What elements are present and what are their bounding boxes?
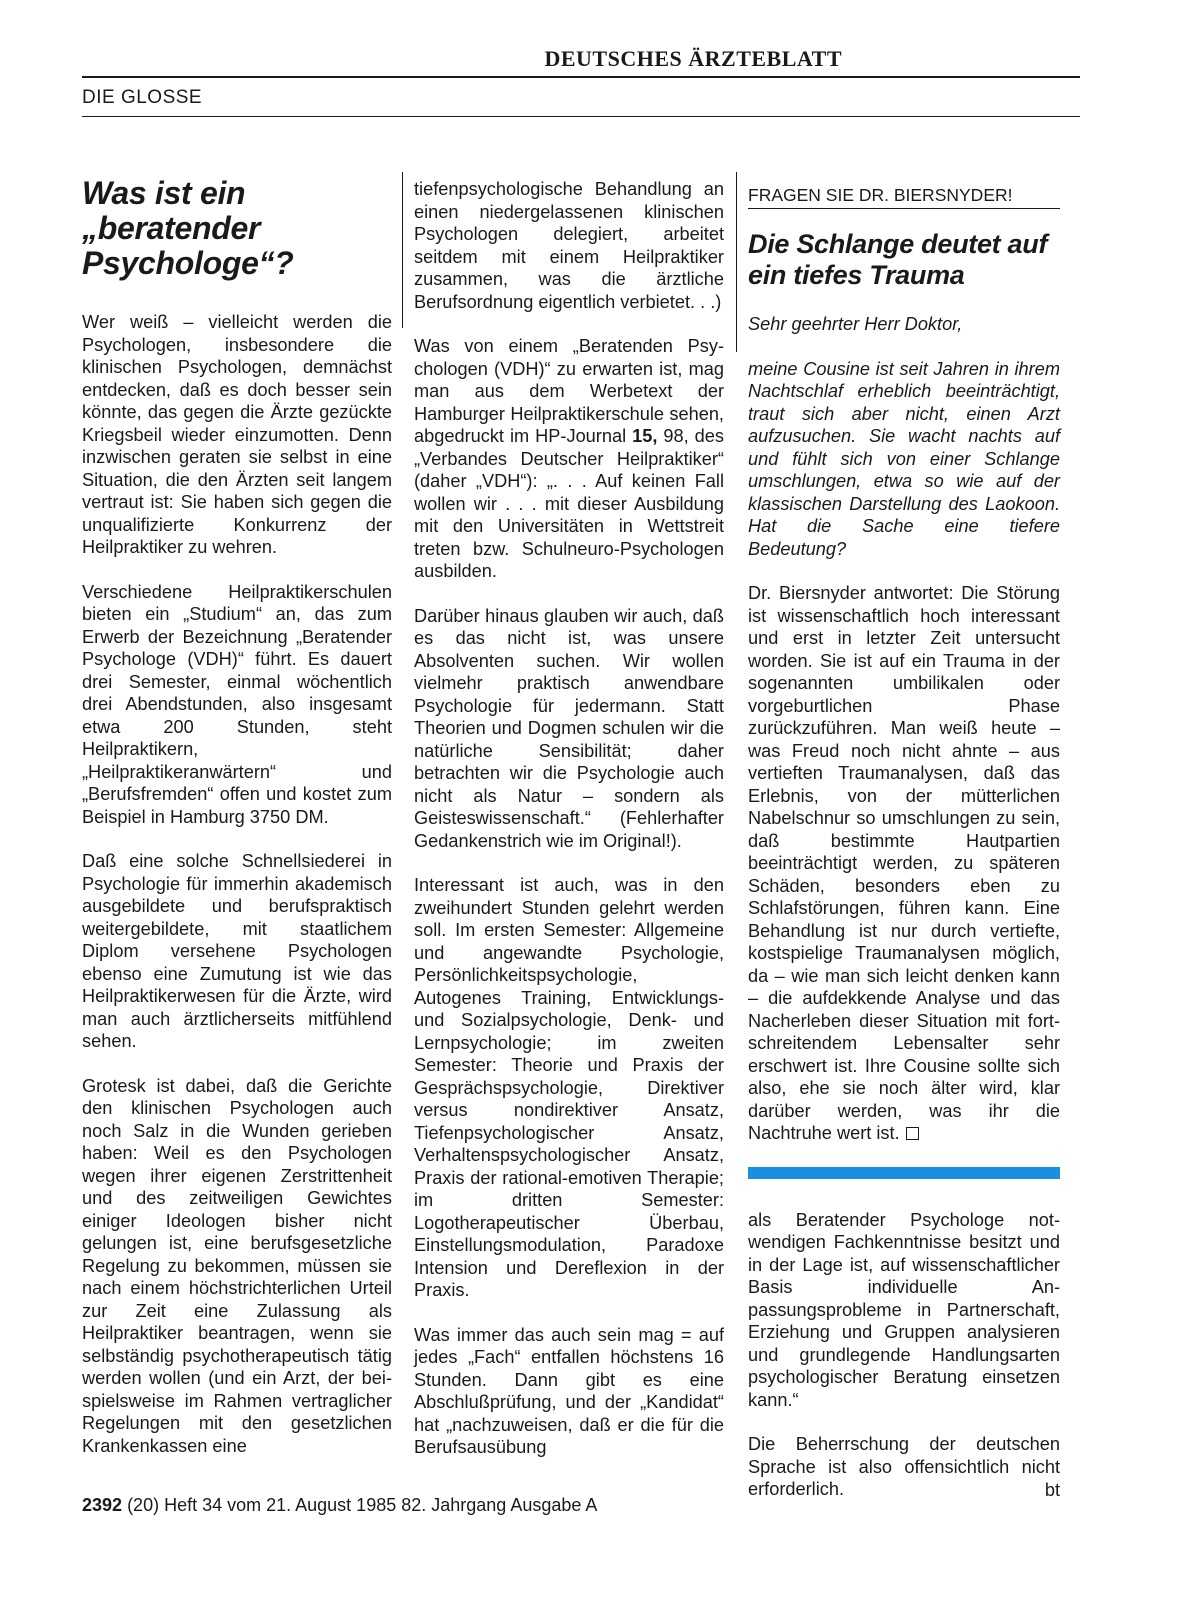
paragraph: als Beratender Psychologe notwendigen Fachkenntnisse besitzt und in der Lage ist, auf wissenschaftlicher Basis individuelle Anpassungsprobleme in Partnerschaft, Erziehung und Gruppen analysieren und grundlegende Handlungsarten psychologischer Beratung einsetzen kann.“: [748, 1209, 1060, 1410]
paragraph: Interessant ist auch, was in den zweihundert Stunden gelehrt werden soll. Im ersten Semester: Allgemeine und angewandte Psychologie, Persönlichkeitspsychologie, Autogenes Training, Entwicklungs- und Sozialpsychologie, Denk- und Lernpsychologie; im zweiten Semester: Theorie und Praxis der Gesprächspsychologie, Direktiver versus nondirektiver Ansatz, Tiefenpsychologischer Ansatz, Verhaltenspsychologischer Ansatz, Praxis der rational-emotiven Therapie; im dritten Semester: Logotherapeutischer Überbau, Einstellungsmodulation, Paradoxe Intension und Dereflexion in der Praxis.: [414, 875, 724, 1300]
letter-salutation: Sehr geehrter Herr Doktor,: [748, 314, 963, 334]
column-divider: [736, 172, 737, 352]
page-footer: [82, 1494, 597, 1516]
paragraph: [414, 335, 724, 583]
author-signature: bt: [1044, 1479, 1060, 1500]
paragraph: Verschiedene Heilpraktikerschulen bieten ein „Studium“ an, das zum Erwerb der Bezeichnung „Beratender Psychologe (VDH)“ führt. Es dauert drei Semester, einmal wöchentlich drei Abendstunden, also insgesamt etwa 200 Stunden, steht Heilpraktikern, „Heilpraktikeranwärtern“ und „Berufsfremden“ offen und kostet zum Beispiel in Hamburg 3750 DM.: [82, 581, 392, 827]
paragraph: Was immer das auch sein mag = auf jedes „Fach“ entfallen höchstens 16 Stunden. Dann gibt es eine Abschlußprüfung, und der „Kandidat“ hat „nachzuweisen, daß er die für die Berufsausübung: [414, 1324, 724, 1457]
accent-bar: [748, 1167, 1060, 1179]
text-run: Was von einem „Beratenden Psychologen (VDH)“ zu erwarten ist, mag man aus dem Werbetext der Hamburger Heilpraktikerschule sehen, abgedruckt im HP-Journal: [414, 336, 724, 446]
kicker-rule: [748, 208, 1060, 209]
masthead-rule: [82, 76, 1080, 78]
paragraph: Die Beherrschung der deutschen Sprache ist also offensichtlich nicht erforderlich.: [748, 1434, 1060, 1499]
masthead: DEUTSCHES ÄRZTEBLATT: [544, 46, 842, 71]
paragraph: Daß eine solche Schnellsiederei in Psychologie für immerhin akademisch ausgebildete und berufspraktisch weitergebildete, mit staatlichem Diplom versehene Psychologen ebenso eine Zumutung ist wie das Heilpraktikerwesen für die Ärzte, wird man auch ärztlicherseits mitfühlend sehen.: [82, 851, 392, 1051]
journal-volume: 15,: [632, 426, 658, 446]
column-kicker: FRAGEN SIE DR. BIERSNYDER!: [748, 185, 1013, 205]
answer-text: [748, 582, 1060, 1145]
paragraph: Grotesk ist dabei, daß die Gerichte den klinischen Psychologen auch noch Salz in die Wunden gerieben haben: Weil es den Psychologen wegen ihrer eigenen Zerstrittenheit und des zeitweiligen Gewichtes einiger Ideologen bisher nicht gelungen ist, eine berufsgesetzliche Regelung zu bekommen, müssen sie nach einem höchstrichterlichen Urteil zur Zeit eine Zulassung als Heilpraktiker beantragen, wenn sie selbständig psychotherapeutisch tätig werden wollen (und ein Arzt, der beispielsweise im Rahmen vertraglicher Regelungen mit den gesetzlichen Krankenkassen eine: [82, 1075, 392, 1456]
text-run: Dr. Biersnyder antwortet: Die Störung ist wissenschaftlich hoch interessant und erst in letzter Zeit untersucht worden. Sie ist auf ein Trauma in der sogenannten umbilikalen oder vorgeburtlichen Phase zurückzuführen. Man weiß heute – was Freud noch nicht ahnte – aus vertieften Traumanalysen, daß das Erlebnis, von der mütterlichen Nabelschnur so umschlungen zu sein, daß bestimmte Hautpartien beeinträchtigt werden, zu späteren Schäden, besonders eben zu Schlafstörungen, führen kann. Eine Behandlung ist nur durch vertiefte, kostspielige Traumanalysen möglich, da – wie man sich leicht denken kann – die aufdekkende Analyse und das Nacherleben dieser Situation mit fortschreitendem Lebensalter sehr erschwert ist. Ihre Cousine sollte sich also, ehe sie noch älter wird, klar darüber werden, was ihr die Nachtruhe wert ist.: [748, 583, 1060, 1143]
text-run: 98, des „Verbandes Deutscher Heilpraktiker“ (daher „VDH“): „. . . Auf keinen Fall wollen wir . . . mit dieser Ausbildung mit den Universitäten in Wettstreit treten bzw. Schulneuro-Psychologen ausbilden.: [414, 426, 725, 581]
section-label: DIE GLOSSE: [82, 87, 203, 108]
paragraph: tiefenpsychologische Behandlung an einen niedergelassenen klinischen Psychologen delegiert, arbeitet seitdem mit einem Heilpraktiker zusammen, was die ärztliche Berufsordnung eigentlich verbietet. . .): [414, 179, 724, 312]
letter-text: meine Cousine ist seit Jahren in ihrem Nachtschlaf erheblich beeinträchtigt, traut sich aber nicht, einen Arzt aufzusuchen. Sie wacht nachts auf und fühlt sich von einer Schlange umschlungen, etwa so wie auf der klassischen Darstellung des Laokoon. Hat die Sache eine tiefere Bedeutung?: [748, 358, 1060, 559]
page-number: 2392: [82, 1495, 123, 1515]
closing-line: [748, 1433, 1060, 1501]
article-title: Was ist ein „beratender Psychologe“?: [82, 175, 294, 281]
article-title: Die Schlange deutet auf ein tiefes Trauma: [748, 229, 1048, 290]
issue-info: (20) Heft 34 vom 21. August 1985 82. Jahrgang Ausgabe A: [127, 1495, 598, 1515]
column-2: [414, 178, 724, 1481]
section-rule: [82, 116, 1080, 117]
paragraph: Wer weiß – vielleicht werden die Psychologen, insbesondere die klinischen Psychologen, demnächst entdecken, daß es doch besser sein könnte, das gegen die Ärzte gezückte Kriegsbeil wieder einzumotten. Denn inzwischen geraten sie selbst in eine Situation, die den Ärzten seit langem vertraut ist: Sie haben sich gegen die unqualifizierte Konkurrenz der Heilpraktiker zu wehren.: [82, 312, 392, 557]
paragraph: Darüber hinaus glauben wir auch, daß es das nicht ist, was unsere Absolventen suchen. Wir wollen vielmehr praktisch anwendbare Psychologie für jedermann. Statt Theorien und Dogmen schulen wir die natürliche Sensibilität; daher betrachten wir die Psychologie auch nicht als Natur – sondern als Geisteswissenschaft.“ (Fehlerhafter Gedankenstrich wie im Original!).: [414, 605, 724, 851]
column-divider: [402, 172, 403, 328]
end-mark-icon: [906, 1127, 919, 1140]
column-1: [82, 170, 392, 1479]
column-3: [748, 170, 1060, 1501]
